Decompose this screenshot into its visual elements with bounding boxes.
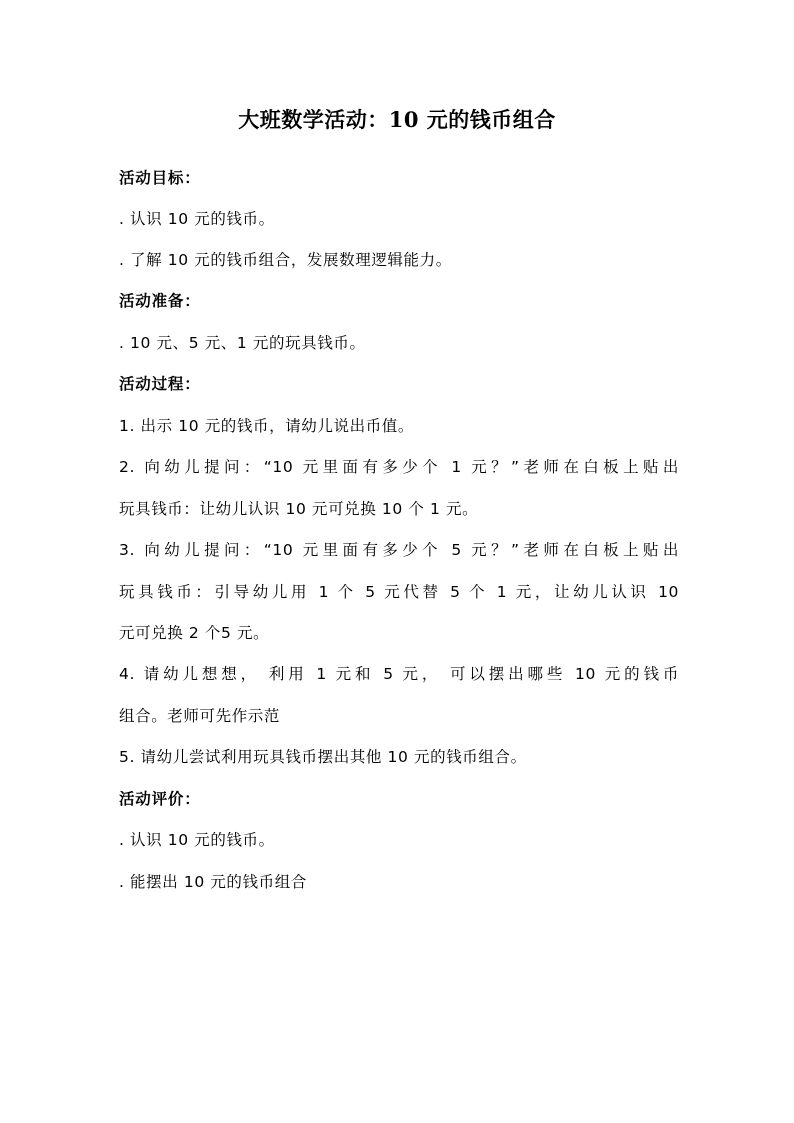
evaluation-item-1: . 认识 10 元的钱币。 (119, 831, 275, 849)
process-line-2: 2. 向幼儿提问：“10 元里面有多少个 1 元？”老师在白板上贴出 (119, 458, 679, 476)
section-heading-goals: 活动目标： (119, 169, 201, 187)
process-line-5: 玩具钱币：引导幼儿用 1 个 5 元代替 5 个 1 元，让幼儿认识 10 (119, 583, 679, 601)
preparation-item-1: . 10 元、5 元、1 元的玩具钱币。 (119, 334, 366, 352)
process-line-6: 元可兑换 2 个5 元。 (119, 624, 270, 642)
document-title: 大班数学活动：10 元的钱币组合 (238, 107, 556, 132)
section-heading-process: 活动过程： (119, 375, 201, 393)
process-line-9: 5. 请幼儿尝试利用玩具钱币摆出其他 10 元的钱币组合。 (119, 748, 527, 766)
process-line-4: 3. 向幼儿提问：“10 元里面有多少个 5 元？”老师在白板上贴出 (119, 541, 679, 559)
goal-item-1: . 认识 10 元的钱币。 (119, 210, 275, 228)
process-line-8: 组合。老师可先作示范 (119, 707, 281, 725)
goal-item-2: . 了解 10 元的钱币组合，发展数理逻辑能力。 (119, 251, 452, 269)
section-heading-evaluation: 活动评价： (119, 790, 201, 808)
process-line-7: 4. 请幼儿想想， 利用 1 元和 5 元， 可以摆出哪些 10 元的钱币 (119, 665, 679, 683)
process-line-1: 1. 出示 10 元的钱币，请幼儿说出币值。 (119, 417, 414, 435)
process-line-3: 玩具钱币：让幼儿认识 10 元可兑换 10 个 1 元。 (119, 500, 479, 518)
section-heading-preparation: 活动准备： (119, 292, 201, 310)
evaluation-item-2: . 能摆出 10 元的钱币组合 (119, 873, 307, 891)
